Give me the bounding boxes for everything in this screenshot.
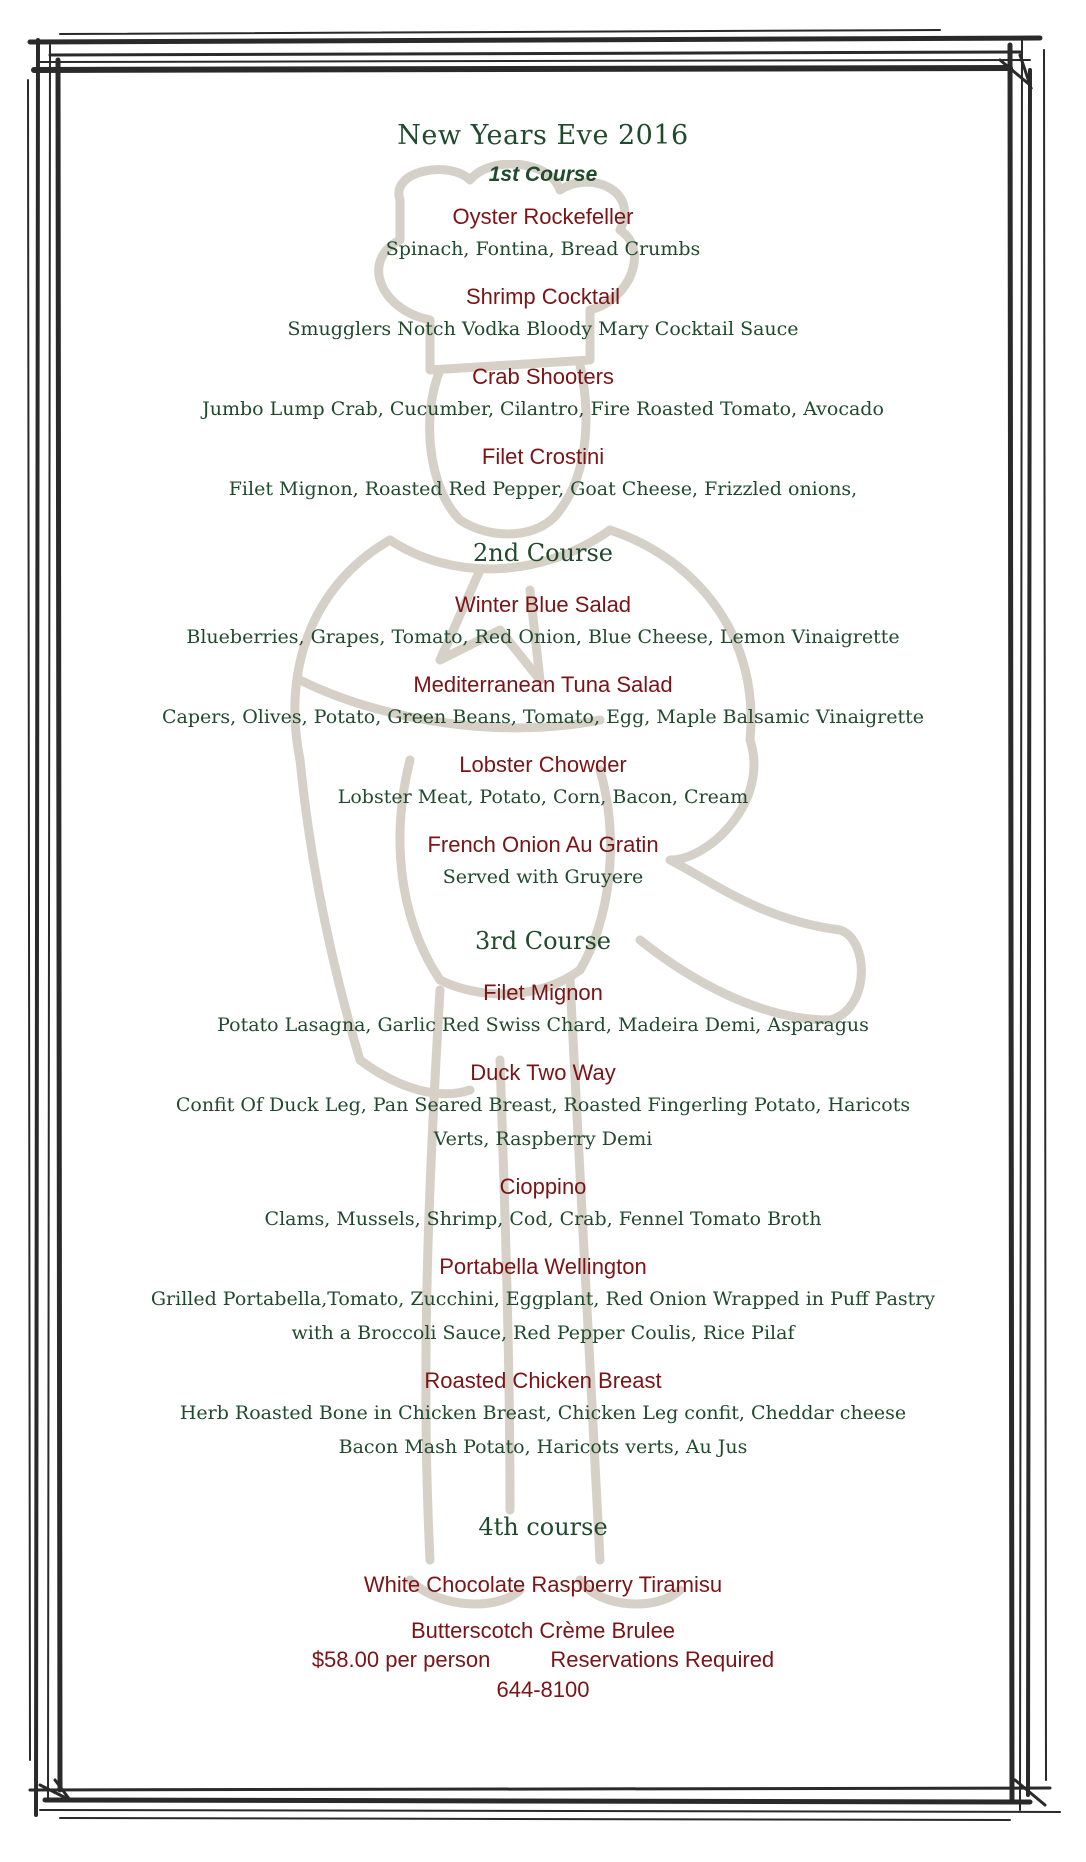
dish-name: Shrimp Cocktail: [465, 284, 621, 309]
dish-item: [120, 442, 966, 506]
dish-name: Roasted Chicken Breast: [424, 1368, 662, 1393]
dish-name: Filet Crostini: [481, 444, 605, 469]
menu-content: [120, 118, 966, 1704]
dish-description: Filet Mignon, Roasted Red Pepper, Goat Cheese, Frizzled onions,: [228, 478, 858, 500]
dish-name: French Onion Au Gratin: [427, 832, 659, 857]
dish-description: Blueberries, Grapes, Tomato, Red Onion, Blue Cheese, Lemon Vinaigrette: [186, 626, 900, 648]
dish-item: [120, 202, 966, 266]
dish-description: Capers, Olives, Potato, Green Beans, Tomato, Egg, Maple Balsamic Vinaigrette: [162, 706, 924, 728]
dish-item: [120, 1252, 966, 1350]
course-heading-2: 2nd Course: [473, 539, 613, 567]
dish-item: [120, 1172, 966, 1236]
dish-item: [120, 590, 966, 654]
dish-item: [120, 282, 966, 346]
dish-name: Crab Shooters: [472, 364, 614, 389]
dish-item: [120, 1366, 966, 1464]
dish-description: Spinach, Fontina, Bread Crumbs: [385, 238, 701, 260]
dish-description: Smugglers Notch Vodka Bloody Mary Cocktail Sauce: [287, 318, 799, 340]
dish-description-line-2: Bacon Mash Potato, Haricots verts, Au Jus: [338, 1436, 748, 1458]
dish-description: Potato Lasagna, Garlic Red Swiss Chard, Madeira Demi, Asparagus: [217, 1014, 869, 1036]
dish-description: Confit Of Duck Leg, Pan Seared Breast, Roasted Fingerling Potato, Haricots: [175, 1094, 911, 1116]
dish-name: Filet Mignon: [483, 980, 603, 1005]
dish-item: [120, 362, 966, 426]
dish-name: Cioppino: [499, 1174, 587, 1199]
phone-number: 644-8100: [496, 1677, 590, 1702]
dish-description: Lobster Meat, Potato, Corn, Bacon, Cream: [337, 786, 749, 808]
dish-name: Lobster Chowder: [459, 752, 627, 777]
course-heading-4: 4th course: [478, 1513, 608, 1541]
dish-item: [120, 670, 966, 734]
dish-item: [120, 1616, 966, 1646]
price-row: [120, 1646, 966, 1674]
dish-name: Oyster Rockefeller: [452, 204, 634, 229]
dish-description: Jumbo Lump Crab, Cucumber, Cilantro, Fire Roasted Tomato, Avocado: [202, 398, 884, 420]
dish-name: Winter Blue Salad: [454, 592, 632, 617]
price-text: $58.00 per person: [311, 1647, 491, 1672]
course-heading-3: 3rd Course: [475, 927, 611, 955]
dish-description: Clams, Mussels, Shrimp, Cod, Crab, Fennel Tomato Broth: [264, 1208, 822, 1230]
dish-description: Grilled Portabella,Tomato, Zucchini, Eggplant, Red Onion Wrapped in Puff Pastry: [150, 1288, 936, 1310]
dish-item: [120, 1058, 966, 1156]
dish-description-line-2: Verts, Raspberry Demi: [433, 1128, 653, 1150]
dish-name: Portabella Wellington: [439, 1254, 647, 1279]
dish-description: Served with Gruyere: [442, 866, 644, 888]
dish-name: Butterscotch Crème Brulee: [410, 1618, 676, 1643]
dish-name: Duck Two Way: [470, 1060, 616, 1085]
dish-item: [120, 750, 966, 814]
dish-name: Mediterranean Tuna Salad: [413, 672, 673, 697]
dish-name: White Chocolate Raspberry Tiramisu: [363, 1572, 723, 1597]
menu-title: New Years Eve 2016: [397, 120, 689, 151]
dish-description: Herb Roasted Bone in Chicken Breast, Chicken Leg confit, Cheddar cheese: [179, 1402, 907, 1424]
reservations-text: Reservations Required: [550, 1647, 775, 1672]
course-heading-1: 1st Course: [488, 163, 598, 186]
menu-footer: [120, 1646, 966, 1704]
dish-description-line-2: with a Broccoli Sauce, Red Pepper Coulis, Rice Pilaf: [291, 1322, 795, 1344]
dish-item: [120, 830, 966, 894]
dish-item: [120, 1570, 966, 1600]
dish-item: [120, 978, 966, 1042]
